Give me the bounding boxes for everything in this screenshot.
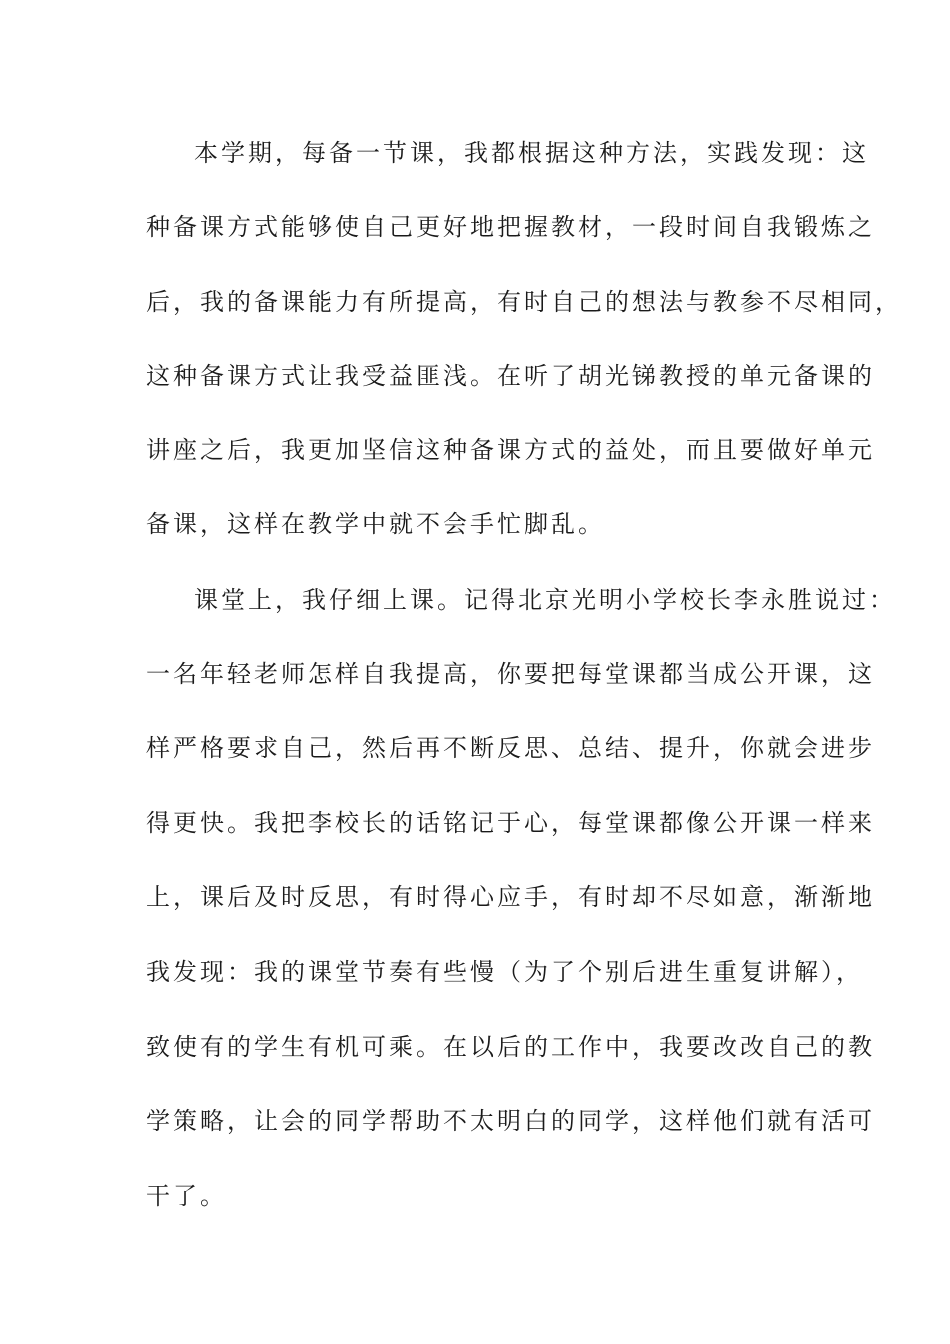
paragraph-2-line-7: 致使有的学生有机可乘。在以后的工作中，我要改改自己的教 (146, 1033, 875, 1061)
paragraph-1-line-1: 本学期，每备一节课，我都根据这种方法，实践发现：这 (194, 139, 869, 167)
paragraph-2-line-4: 得更快。我把李校长的话铭记于心，每堂课都像公开课一样来 (146, 809, 875, 837)
paragraph-2-line-9: 干了。 (146, 1182, 227, 1210)
paragraph-2-line-1: 课堂上，我仔细上课。记得北京光明小学校长李永胜说过： (194, 586, 896, 614)
paragraph-2-line-3: 样严格要求自己，然后再不断反思、总结、提升，你就会进步 (146, 734, 875, 762)
paragraph-2-line-2: 一名年轻老师怎样自我提高，你要把每堂课都当成公开课，这 (146, 660, 875, 688)
paragraph-1-line-2: 种备课方式能够使自己更好地把握教材，一段时间自我锻炼之 (146, 213, 875, 241)
paragraph-2-line-6: 我发现：我的课堂节奏有些慢（为了个别后进生重复讲解）， (146, 958, 863, 986)
paragraph-2-line-5: 上，课后及时反思，有时得心应手，有时却不尽如意，渐渐地 (146, 883, 875, 911)
paragraph-1-line-5: 讲座之后，我更加坚信这种备课方式的益处，而且要做好单元 (146, 436, 875, 464)
paragraph-2-line-8: 学策略，让会的同学帮助不太明白的同学，这样他们就有活可 (146, 1107, 875, 1135)
paragraph-1-line-4: 这种备课方式让我受益匪浅。在听了胡光锑教授的单元备课的 (146, 362, 875, 390)
paragraph-1-line-3: 后，我的备课能力有所提高，有时自己的想法与教参不尽相同， (146, 288, 902, 316)
paragraph-1-line-6: 备课，这样在教学中就不会手忙脚乱。 (146, 510, 605, 538)
